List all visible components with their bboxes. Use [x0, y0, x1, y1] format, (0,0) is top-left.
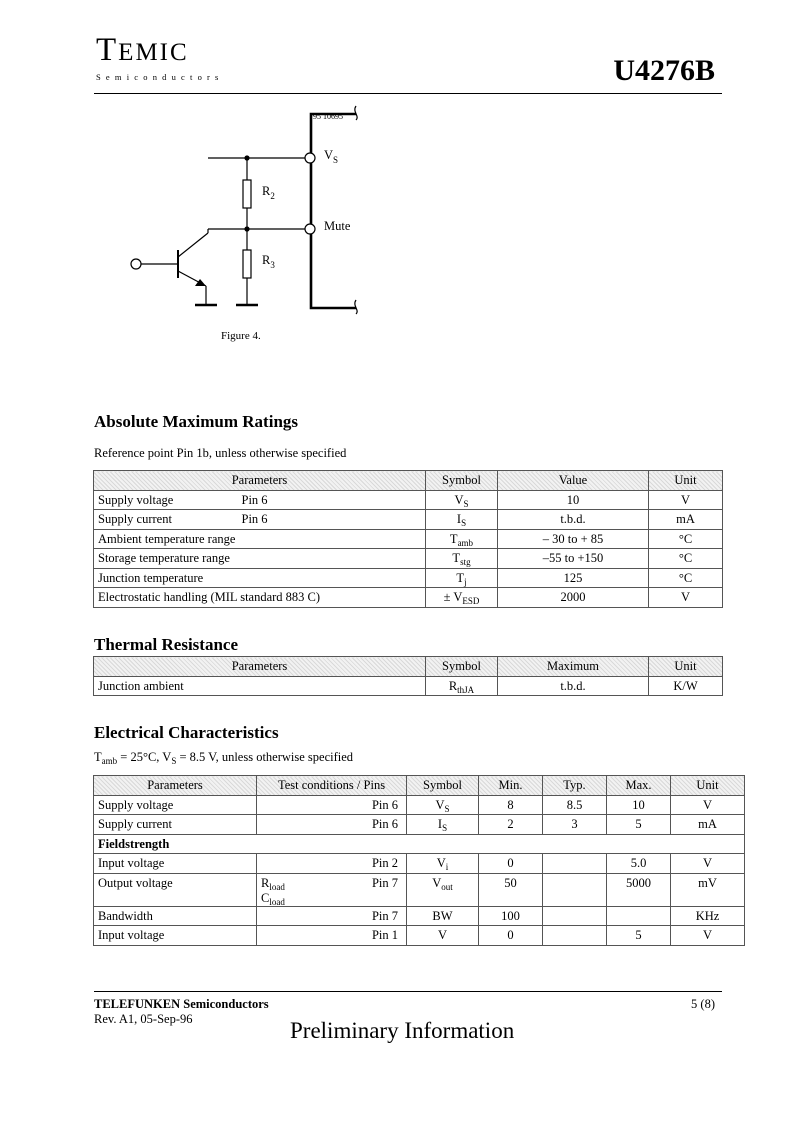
table-row [94, 490, 723, 510]
col-header: Parameters [94, 776, 257, 796]
param-name: Supply voltage [98, 492, 174, 507]
param-name: Supply voltage [94, 795, 257, 815]
table-row [94, 549, 723, 569]
label-mute: Mute [324, 219, 351, 233]
max-value: 10 [607, 795, 671, 815]
col-header: Min. [479, 776, 543, 796]
param-name: Storage temperature range [94, 549, 426, 569]
table-row [94, 926, 745, 946]
typ-value [543, 854, 607, 874]
value: – 30 to + 85 [498, 529, 649, 549]
table-header-row [94, 776, 745, 796]
symbol-sub: S [461, 518, 467, 529]
header-rule [94, 93, 722, 94]
table-header-row [94, 657, 723, 677]
table-row [94, 906, 745, 926]
min-value: 100 [479, 906, 543, 926]
col-header: Max. [607, 776, 671, 796]
col-header: Unit [649, 657, 723, 677]
unit: mA [649, 510, 723, 530]
table-row [94, 588, 723, 608]
test-conditions: $R_{load}$ Pin 7 $C_{load}$ [257, 873, 407, 906]
table-row [94, 815, 745, 835]
symbol: V [436, 856, 446, 871]
param-name: Input voltage [94, 854, 257, 874]
param-name: Supply current [98, 512, 172, 527]
min-value: 50 [479, 873, 543, 906]
col-header: Value [498, 471, 649, 491]
footer-revision: Rev. A1, 05-Sep-96 [94, 1012, 193, 1026]
unit: mA [671, 815, 745, 835]
value: t.b.d. [498, 676, 649, 696]
col-header: Parameters [94, 471, 426, 491]
table-row [94, 529, 723, 549]
table-row [94, 568, 723, 588]
symbol-sub: stg [460, 557, 471, 568]
document-status: Preliminary Information [290, 1018, 515, 1043]
max-value: 5.0 [607, 854, 671, 874]
param-name: Electrostatic handling (MIL standard 883 C) [94, 588, 426, 608]
label-vs: $V_S$ [324, 148, 339, 165]
param-name: Ambient temperature range [94, 529, 426, 549]
table-row [94, 873, 745, 906]
unit: mV [671, 873, 745, 906]
value: 125 [498, 568, 649, 588]
max-value: 5000 [607, 873, 671, 906]
drawing-number: 95 10695 [313, 112, 343, 121]
label-r2: $R_2$ [262, 184, 275, 201]
group-heading: Fieldstrength [94, 834, 745, 854]
value: t.b.d. [498, 510, 649, 530]
figure-caption: Figure 4. [221, 330, 261, 342]
test-conditions: Pin 6 [257, 795, 407, 815]
table-header-row [94, 471, 723, 491]
symbol: BW [432, 908, 453, 923]
value: –55 to +150 [498, 549, 649, 569]
min-value: 0 [479, 854, 543, 874]
typ-value: 8.5 [543, 795, 607, 815]
label-r3: $R_3$ [262, 253, 275, 270]
footer-company: TELEFUNKEN Semiconductors [94, 997, 269, 1011]
footer-rule [94, 991, 722, 992]
col-header: Typ. [543, 776, 607, 796]
test-conditions: Pin 1 [257, 926, 407, 946]
symbol: T [452, 551, 461, 566]
symbol-sub: amb [457, 537, 474, 548]
amr-title: Absolute Maximum Ratings [94, 412, 299, 431]
elec-table [93, 775, 745, 946]
col-header: Symbol [426, 657, 498, 677]
symbol-sub: j [464, 576, 467, 587]
unit: K/W [649, 676, 723, 696]
test-conditions: Pin 2 [257, 854, 407, 874]
unit: °C [649, 549, 723, 569]
symbol: I [437, 817, 443, 832]
min-value: 0 [479, 926, 543, 946]
table-row [94, 854, 745, 874]
col-header: Unit [671, 776, 745, 796]
value: 2000 [498, 588, 649, 608]
company-logo-subtitle: Semiconductors [96, 72, 224, 82]
typ-value [543, 926, 607, 946]
unit: °C [649, 568, 723, 588]
unit: °C [649, 529, 723, 549]
symbol: V [454, 492, 464, 507]
table-group-row [94, 834, 745, 854]
symbol-sub: i [445, 862, 449, 873]
unit: V [649, 588, 723, 608]
page-number: 5 (8) [691, 997, 715, 1011]
symbol-sub: S [444, 803, 450, 814]
symbol: V [432, 875, 442, 890]
table-row [94, 795, 745, 815]
max-value [607, 906, 671, 926]
param-name: Input voltage [94, 926, 257, 946]
unit: V [671, 926, 745, 946]
param-name: Output voltage [94, 873, 257, 906]
table-row [94, 676, 723, 696]
symbol-sub: ESD [462, 596, 480, 607]
unit: KHz [671, 906, 745, 926]
param-name: Junction temperature [94, 568, 426, 588]
thermal-title: Thermal Resistance [94, 635, 239, 654]
max-value: 5 [607, 926, 671, 946]
amr-table [93, 470, 723, 608]
symbol: V [437, 928, 448, 943]
unit: V [671, 795, 745, 815]
symbol-sub: S [442, 823, 448, 834]
col-header: Maximum [498, 657, 649, 677]
unit: V [649, 490, 723, 510]
symbol: T [456, 570, 465, 585]
max-value: 5 [607, 815, 671, 835]
typ-value [543, 906, 607, 926]
col-header: Unit [649, 471, 723, 491]
min-value: 2 [479, 815, 543, 835]
col-header: Symbol [407, 776, 479, 796]
value: 10 [498, 490, 649, 510]
param-name: Supply current [94, 815, 257, 835]
symbol: ± V [443, 590, 463, 605]
amr-note: Reference point Pin 1b, unless otherwise specified [94, 446, 347, 460]
part-number: U4276B [613, 54, 715, 87]
test-conditions: Pin 6 [257, 815, 407, 835]
table-row [94, 510, 723, 530]
col-header: Parameters [94, 657, 426, 677]
col-header: Symbol [426, 471, 498, 491]
param-name: Junction ambient [94, 676, 426, 696]
col-header: Test conditions / Pins [257, 776, 407, 796]
param-name: Bandwidth [94, 906, 257, 926]
elec-title: Electrical Characteristics [94, 723, 279, 742]
symbol: T [449, 531, 458, 546]
pin-ref: Pin 6 [241, 512, 268, 527]
typ-value [543, 873, 607, 906]
thermal-table [93, 656, 723, 696]
typ-value: 3 [543, 815, 607, 835]
company-logo: TEMIC [96, 32, 189, 68]
symbol-sub: thJA [457, 684, 475, 695]
symbol-sub: out [441, 881, 453, 892]
test-conditions: Pin 7 [257, 906, 407, 926]
circuit-diagram [94, 100, 394, 350]
symbol: V [435, 797, 445, 812]
unit: V [671, 854, 745, 874]
elec-note: $T_{amb} = 25^\circ C$, $V_S = 8.5$ V, unless otherwise specified [94, 750, 354, 766]
symbol: I [456, 512, 462, 527]
symbol-sub: S [463, 498, 469, 509]
symbol: R [448, 678, 458, 693]
min-value: 8 [479, 795, 543, 815]
pin-ref: Pin 6 [241, 492, 268, 507]
